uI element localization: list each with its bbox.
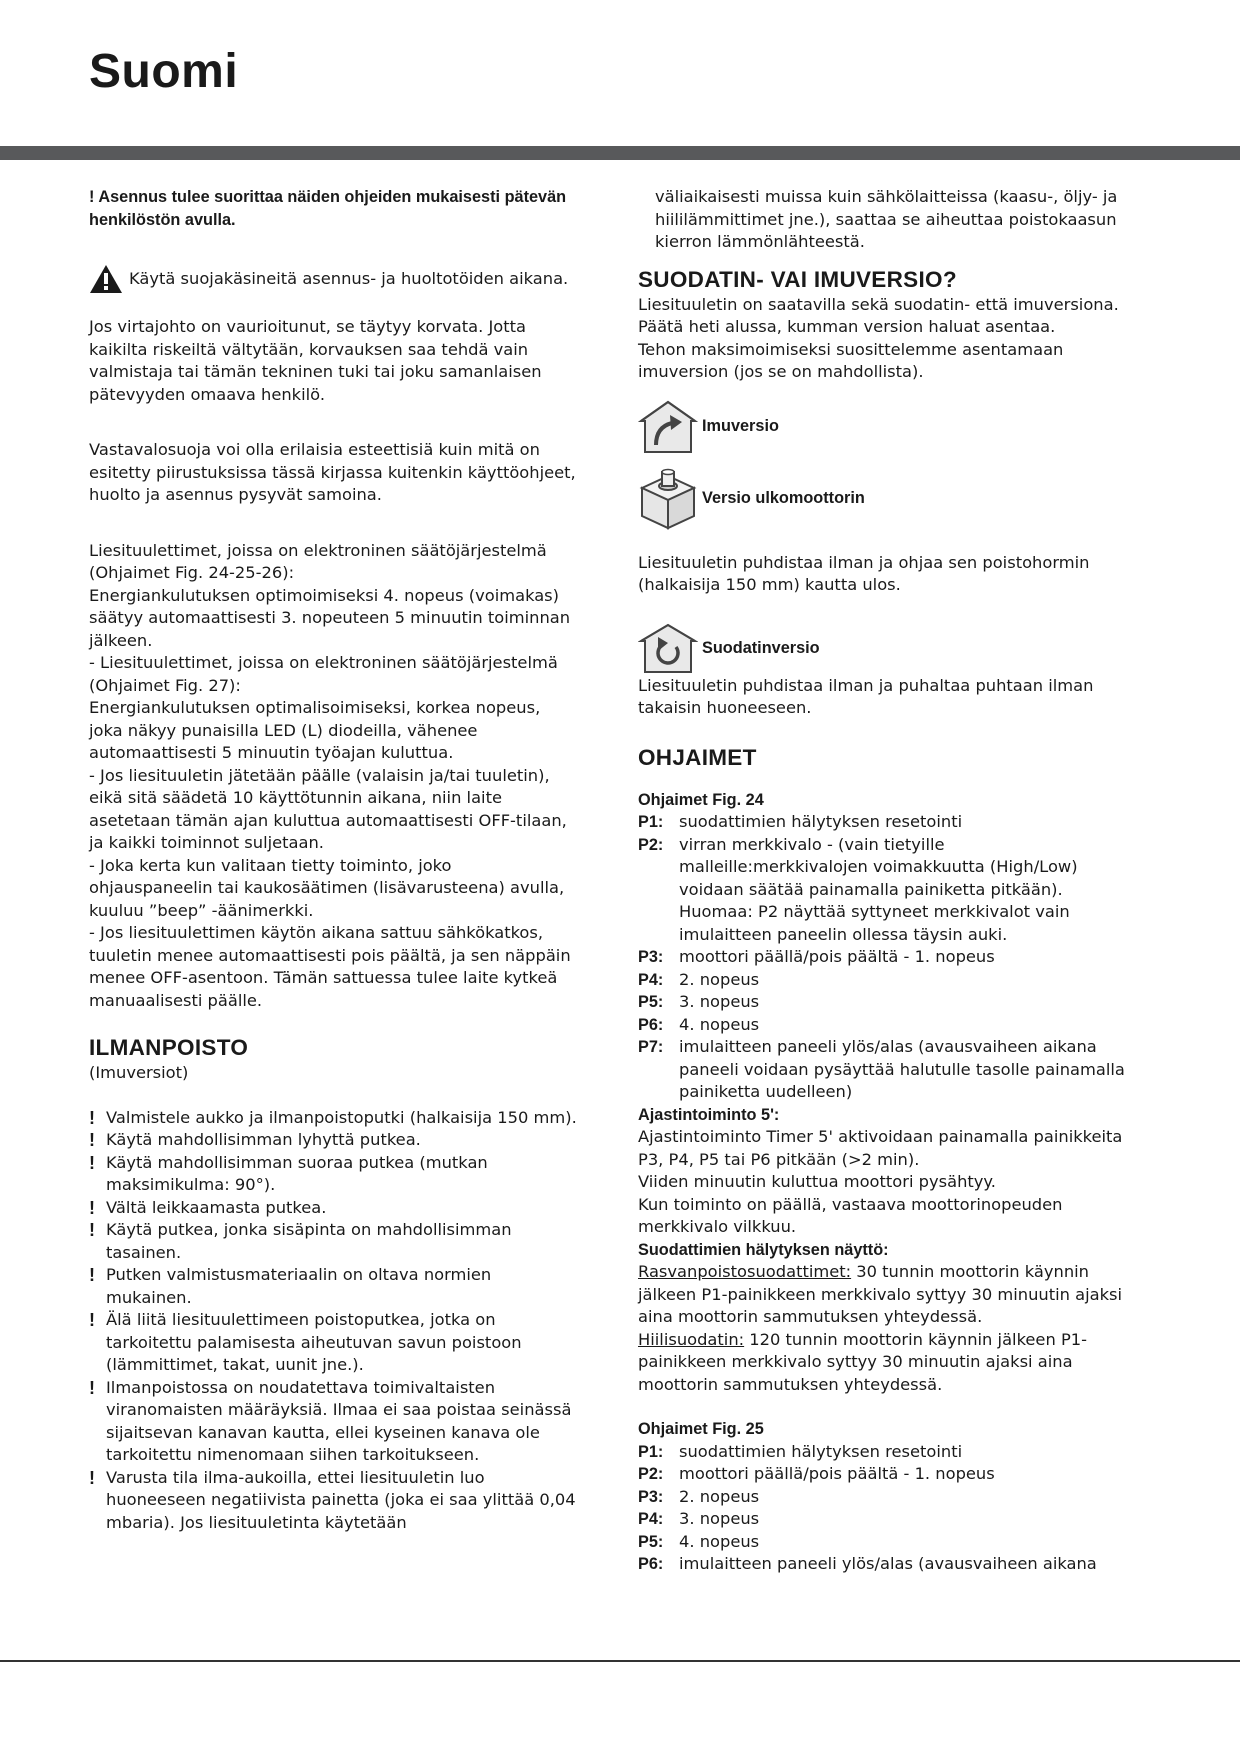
control-item: P1: suodattimien hälytyksen resetointi <box>638 812 963 831</box>
recirculation-house-icon <box>638 623 698 675</box>
header-bar <box>0 146 1240 160</box>
control-item: P2: virran merkkivalo - (vain tietyille malleille:merkkivalojen voimakkuutta (High/Low) voidaan säätää painamalla painiketta pitkään). Huomaa: P2 näyttää syttyneet merkkivalot vain imulaitteen paneelin ollessa täysin auki. <box>638 834 1078 944</box>
carbon-filter-paragraph <box>638 1329 1125 1397</box>
gloves-warning-text: Käytä suojakäsineitä asennus- ja huoltotöiden aikana. <box>129 269 569 288</box>
exclamation-icon: ! <box>89 1197 95 1218</box>
control-item: P6: 4. nopeus <box>638 1014 760 1034</box>
list-item: ! Valmistele aukko ja ilmanpoistoputki (halkaisija 150 mm). <box>89 1107 577 1128</box>
exclamation-icon: ! <box>89 1107 95 1128</box>
intro-warning: ! Asennus tulee suorittaa näiden ohjeiden mukaisesti pätevän henkilöstön avulla. <box>89 188 567 229</box>
list-item: ! Käytä putkea, jonka sisäpinta on mahdollisimman tasainen. <box>89 1219 579 1264</box>
list-item: ! Käytä mahdollisimman lyhyttä putkea. <box>89 1130 421 1150</box>
control-item: P5: 4. nopeus <box>638 1531 760 1551</box>
fig25-heading: Ohjaimet Fig. 25 <box>638 1420 764 1438</box>
alarm-heading: Suodattimien hälytyksen näyttö: <box>638 1240 889 1259</box>
control-item: P1: suodattimien hälytyksen resetointi <box>638 1441 963 1461</box>
elec-line: - Jos liesituulettimen käytön aikana sattuu sähkökatkos, tuuletin menee automaattisesti pois päältä, ja sen näppäin menee OFF-asentoon. Tämän sattuessa tulee laite kytkeä manuaalisesti päälle. <box>89 923 571 1010</box>
timer-line: Viiden minuutin kuluttua moottori pysähtyy. <box>638 1172 996 1191</box>
warning-triangle-icon <box>89 264 123 294</box>
suodatinversio-row <box>638 623 1125 675</box>
suodatin-description: Liesituuletin puhdistaa ilman ja puhaltaa puhtaan ilman takaisin huoneeseen. <box>638 675 1094 717</box>
fig24-heading: Ohjaimet Fig. 24 <box>638 790 764 809</box>
grease-filter-text: 30 tunnin moottorin käynnin jälkeen P1-painikkeen merkkivalo syttyy 30 minuutin ajaksi aina moottorin sammutuksen yhteydessä. <box>638 1262 1123 1326</box>
gloves-warning-block <box>89 264 579 294</box>
control-item: P7: imulaitteen paneeli ylös/alas (avausvaiheen aikana paneeli voidaan pysäyttää halutulle tasolle painamalla painiketta uudelleen) <box>638 1037 1125 1101</box>
footer-rule <box>0 1660 1240 1662</box>
elec-line: - Liesituulettimet, joissa on elektroninen säätöjärjestelmä (Ohjaimet Fig. 27): <box>89 653 558 695</box>
grease-filter-label: Rasvanpoistosuodattimet: <box>638 1262 852 1281</box>
elec-line: Energiankulutuksen optimalisoimiseksi, korkea nopeus, joka näkyy punaisilla LED (L) diodeilla, vähenee automaattisesti 5 minuutin työajan kuluttua. <box>89 698 541 762</box>
page-title: Suomi <box>89 45 239 98</box>
left-column <box>89 186 579 1534</box>
exclamation-icon: ! <box>89 1467 95 1488</box>
list-item: ! Käytä mahdollisimman suoraa putkea (mutkan maksimikulma: 90°). <box>89 1152 579 1197</box>
fig24-list <box>638 811 1125 1104</box>
imu-description: Liesituuletin puhdistaa ilman ja ohjaa sen poistohormin (halkaisija 150 mm) kautta ulos. <box>638 552 1090 594</box>
suodatinversio-label: Suodatinversio <box>702 639 820 658</box>
control-item: P3: 2. nopeus <box>638 1486 760 1506</box>
elec-line: Liesituulettimet, joissa on elektroninen säätöjärjestelmä (Ohjaimet Fig. 24-25-26): <box>89 540 547 582</box>
list-item: ! Vältä leikkaamasta putkea. <box>89 1197 327 1218</box>
external-motor-box-icon <box>638 468 698 530</box>
version-text: Tehon maksimoimiseksi suosittelemme asentamaan imuversion (jos se on mahdollista). <box>638 339 1064 381</box>
ilmanpoisto-heading: ILMANPOISTO <box>89 1035 249 1060</box>
backsplash-paragraph: Vastavalosuoja voi olla erilaisia esteettisiä kuin mitä on esitetty piirustuksissa tässä kirjassa kuitenkin käyttöohjeet, huolto ja asennus pysyvät samoina. <box>89 440 576 504</box>
continued-paragraph: väliaikaisesti muissa kuin sähkölaitteissa (kaasu-, öljy- ja hiililämmittimet jne.), saattaa se aiheuttaa poistokaasun kierron lämmönlähteestä. <box>655 187 1118 251</box>
exclamation-icon: ! <box>89 1377 95 1398</box>
control-item: P3: moottori päällä/pois päältä - 1. nopeus <box>638 947 995 966</box>
extraction-house-icon <box>638 399 698 455</box>
imuversio-label: Imuversio <box>702 417 779 436</box>
elec-line: - Joka kerta kun valitaan tietty toiminto, joko ohjauspaneelin tai kaukosäätimen (lisävarusteena) avulla, kuuluu ”beep” -äänimerkki. <box>89 855 565 920</box>
list-item: ! Ilmanpoistossa on noudatettava toimivaltaisten viranomaisten määräyksiä. Ilmaa ei saa poistaa seinässä sijaitsevan kanavan kautta, ellei kyseinen kanava ole tarkoitettu nimenomaan siihen tarkoitukseen. <box>89 1377 579 1467</box>
imuversio-row <box>638 398 1125 456</box>
version-text: Liesituuletin on saatavilla sekä suodatin- että imuversiona. Päätä heti alussa, kumman version haluat asentaa. <box>638 294 1119 336</box>
ilmanpoisto-subtitle: (Imuversiot) <box>89 1063 189 1082</box>
list-item: ! Putken valmistusmateriaalin on oltava normien mukainen. <box>89 1264 579 1309</box>
control-item: P4: 2. nopeus <box>638 969 760 989</box>
right-column <box>638 186 1125 1576</box>
timer-line: Kun toiminto on päällä, vastaava moottorinopeuden merkkivalo vilkkuu. <box>638 1194 1063 1236</box>
version-heading: SUODATIN- VAI IMUVERSIO? <box>638 266 957 292</box>
carbon-filter-label: Hiilisuodatin: <box>638 1329 745 1349</box>
ohjaimet-heading: OHJAIMET <box>638 744 757 770</box>
control-item: P4: 3. nopeus <box>638 1509 760 1528</box>
list-item: ! Älä liitä liesituulettimeen poistoputkea, jotka on tarkoitettu palamisesta aiheutuvan savun poistoon (lämmittimet, takat, uunit jne.). <box>89 1309 579 1377</box>
exclamation-icon: ! <box>89 1152 95 1173</box>
exclamation-icon: ! <box>89 1130 95 1150</box>
elec-line: Energiankulutuksen optimoimiseksi 4. nopeus (voimakas) säätyy automaattisesti 3. nopeuteen 5 minuutin toiminnan jälkeen. <box>89 585 571 650</box>
control-item: P2: moottori päällä/pois päältä - 1. nopeus <box>638 1464 995 1483</box>
grease-filter-paragraph <box>638 1261 1125 1329</box>
cord-paragraph: Jos virtajohto on vaurioitunut, se täytyy korvata. Jotta kaikilta riskeiltä vältytään, korvauksen saa tehdä vain valmistaja tai tämän tekninen tuki tai joku samanlaisen pätevyyden omaava henkilö. <box>89 317 542 404</box>
ulkomoottori-row <box>638 470 1125 528</box>
ulkomoottori-label: Versio ulkomoottorin <box>702 489 865 508</box>
fig25-list <box>638 1441 1125 1576</box>
exclamation-icon: ! <box>89 1310 95 1330</box>
timer-line: Ajastintoiminto Timer 5' aktivoidaan painamalla painikkeita P3, P4, P5 tai P6 pitkään (>2 min). <box>638 1127 1123 1169</box>
control-item: P5: 3. nopeus <box>638 992 760 1011</box>
exclamation-icon: ! <box>89 1220 95 1240</box>
timer-heading: Ajastintoiminto 5': <box>638 1105 780 1124</box>
carbon-filter-text: 120 tunnin moottorin käynnin jälkeen P1-painikkeen merkkivalo syttyy 30 minuutin ajaksi aina moottorin sammutuksen yhteydessä. <box>638 1329 1087 1394</box>
electronic-control-section <box>89 540 579 1013</box>
control-item: P6: imulaitteen paneeli ylös/alas (avausvaiheen aikana <box>638 1554 1097 1573</box>
exclamation-icon: ! <box>89 1265 95 1285</box>
ilmanpoisto-list <box>89 1107 579 1535</box>
list-item: ! Varusta tila ilma-aukoilla, ettei liesituuletin luo huoneeseen negatiivista painetta (joka ei saa ylittää 0,04 mbaria). Jos liesituuletinta käytetään <box>89 1467 579 1535</box>
elec-line: - Jos liesituuletin jätetään päälle (valaisin ja/tai tuuletin), eikä sitä säädetä 10 käyttötunnin aikana, niin laite asetetaan tämän ajan kuluttua automaattisesti OFF-tilaan, ja kaikki toiminnot suljetaan. <box>89 765 567 852</box>
